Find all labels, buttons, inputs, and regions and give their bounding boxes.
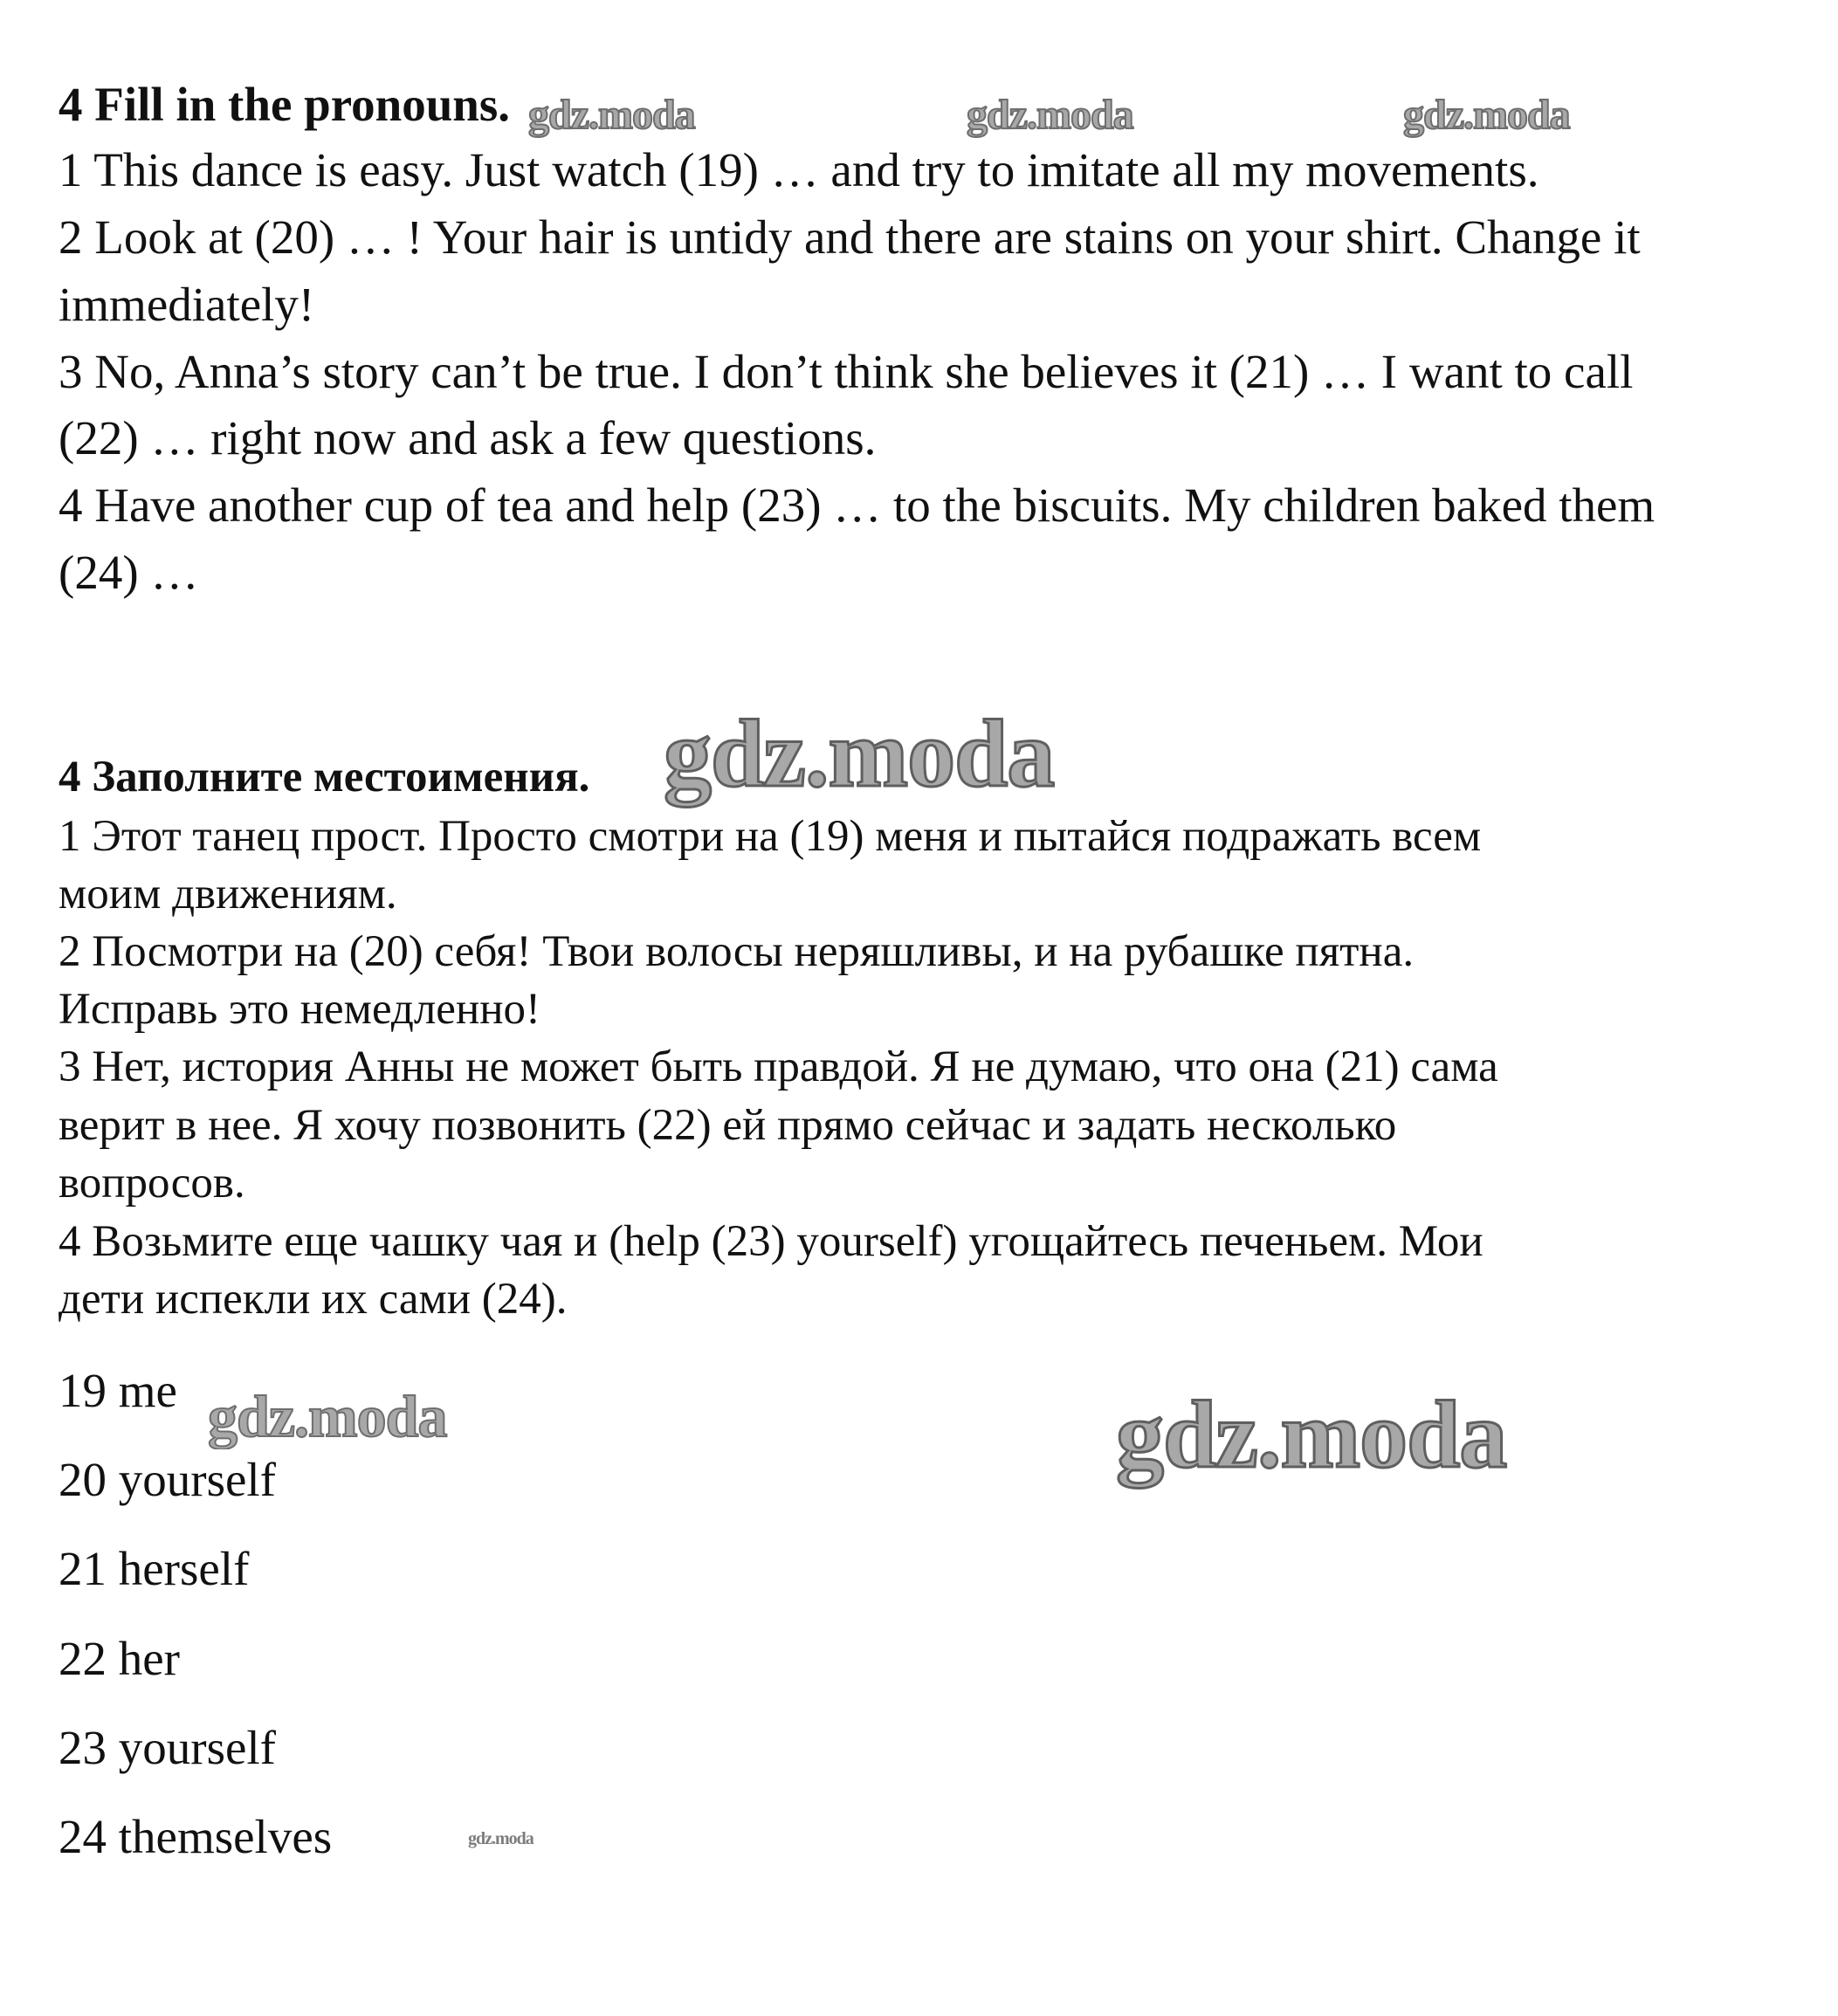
watermark: gdz.moda xyxy=(208,1383,447,1449)
watermark: gdz.moda xyxy=(664,700,1055,807)
english-line: (22) … right now and ask a few questions. xyxy=(59,411,877,464)
russian-line: моим движениям. xyxy=(59,870,397,919)
watermark: gdz.moda xyxy=(967,92,1133,138)
russian-heading: 4 Заполните местоимения. xyxy=(59,753,590,802)
russian-line: 4 Возьмите еще чашку чая и (help (23) yourself) угощайтесь печеньем. Мои xyxy=(59,1217,1483,1266)
english-heading: 4 Fill in the pronouns. xyxy=(59,78,511,131)
english-line: 1 This dance is easy. Just watch (19) … and try to imitate all my movements. xyxy=(59,143,1539,196)
english-line: (24) … xyxy=(59,546,199,599)
russian-line: Исправь это немедленно! xyxy=(59,985,541,1034)
answer-item: 21 herself xyxy=(59,1542,250,1595)
russian-line: 2 Посмотри на (20) себя! Твои волосы неряшливы, и на рубашке пятна. xyxy=(59,927,1415,976)
watermark: gdz.moda xyxy=(468,1829,534,1848)
answer-item: 23 yourself xyxy=(59,1721,276,1774)
russian-line: 1 Этот танец прост. Просто смотри на (19) меня и пытайся подражать всем xyxy=(59,812,1482,861)
answer-item: 20 yourself xyxy=(59,1453,276,1506)
russian-line: дети испекли их сами (24). xyxy=(59,1275,568,1324)
russian-line: 3 Нет, история Анны не может быть правдой. Я не думаю, что она (21) сама xyxy=(59,1042,1498,1091)
answer-item: 24 themselves xyxy=(59,1810,333,1863)
watermark: gdz.moda xyxy=(1403,92,1570,138)
russian-line: вопросов. xyxy=(59,1159,245,1208)
english-line: 2 Look at (20) … ! Your hair is untidy and there are stains on your shirt. Change it xyxy=(59,210,1641,264)
watermark: gdz.moda xyxy=(1116,1381,1507,1488)
russian-line: верит в нее. Я хочу позвонить (22) ей прямо сейчас и задать несколько xyxy=(59,1101,1397,1150)
english-line: 4 Have another cup of tea and help (23) … to the biscuits. My children baked them xyxy=(59,478,1656,532)
english-line: immediately! xyxy=(59,278,315,331)
english-line: 3 No, Anna’s story can’t be true. I don’t think she believes it (21) … I want to call xyxy=(59,345,1634,398)
answer-item: 22 her xyxy=(59,1632,180,1685)
watermark: gdz.moda xyxy=(528,92,695,138)
answer-item: 19 me xyxy=(59,1364,177,1417)
